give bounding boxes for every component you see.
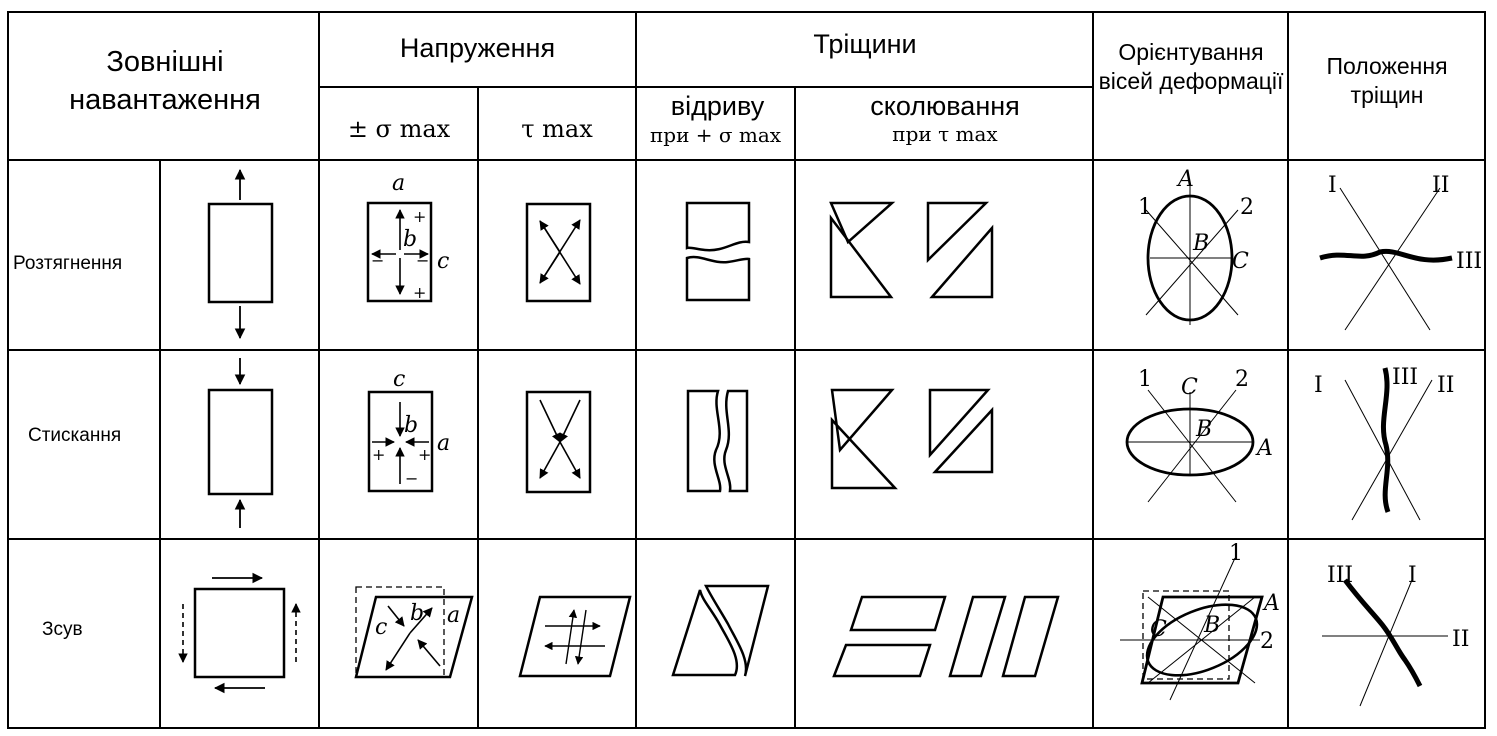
- label-I: I: [1328, 173, 1337, 198]
- label-I: I: [1314, 373, 1323, 398]
- stress-tau-tension: [527, 204, 590, 301]
- label-plus: +: [418, 445, 432, 464]
- label-plus: +: [413, 207, 427, 226]
- label-C: C: [1232, 249, 1249, 274]
- label-a: a: [392, 171, 406, 196]
- label-III: III: [1392, 365, 1419, 390]
- deformation-axes-shear: [1120, 558, 1267, 700]
- label-C: C: [1181, 375, 1198, 400]
- load-compression-diagram: [209, 358, 272, 528]
- crack-position-shear-labels: [1327, 563, 1469, 652]
- header-stresses: Напруження: [399, 33, 556, 63]
- crack-shear-shear: [834, 597, 1058, 676]
- label-plus: +: [413, 283, 427, 302]
- load-shear-diagram: [183, 578, 296, 688]
- label-a: a: [447, 603, 461, 628]
- crack-separation-tension: [687, 203, 749, 300]
- header-orientation: Орієнтування вісей деформації: [1098, 39, 1284, 95]
- label-III: III: [1456, 249, 1483, 274]
- label-c: c: [393, 367, 406, 392]
- load-tension-diagram: [209, 170, 272, 338]
- stress-sigma-tension-labels: [371, 171, 449, 302]
- header-shear: сколювання: [870, 91, 1020, 121]
- header-separation: відриву: [670, 91, 765, 121]
- label-1: 1: [1138, 367, 1152, 392]
- label-2: 2: [1240, 195, 1254, 220]
- label-b: b: [404, 413, 419, 438]
- label-a: a: [437, 431, 451, 456]
- header-separation-sub: при + σ max: [649, 123, 782, 147]
- label-II: II: [1437, 373, 1455, 398]
- label-plus: +: [372, 445, 386, 464]
- crack-shear-tension: [831, 203, 992, 297]
- label-III: III: [1327, 563, 1354, 588]
- crack-position-tension: [1320, 188, 1452, 330]
- header-sigma-max: ± σ max: [347, 115, 451, 143]
- crack-position-compression: [1345, 368, 1432, 520]
- crack-shear-compression: [832, 390, 992, 488]
- row-label-compression: Стискання: [28, 425, 122, 446]
- stress-tau-shear: [520, 597, 630, 676]
- label-A: A: [1264, 591, 1280, 616]
- label-C: C: [1150, 617, 1167, 642]
- label-II: II: [1432, 173, 1450, 198]
- label-1: 1: [1138, 195, 1152, 220]
- label-2: 2: [1260, 629, 1274, 654]
- header-shear-sub: при τ max: [892, 122, 998, 146]
- label-II: II: [1452, 627, 1470, 652]
- row-label-tension: Розтягнення: [13, 253, 123, 274]
- stress-sigma-compression: [369, 392, 432, 491]
- header-tau-max: τ max: [521, 115, 593, 143]
- crack-separation-shear: [673, 586, 768, 676]
- label-2: 2: [1235, 367, 1249, 392]
- crack-position-tension-labels: [1328, 173, 1482, 274]
- deformation-axes-tension: [1146, 186, 1238, 325]
- label-c: c: [437, 249, 450, 274]
- header-external-loads: Зовнішні навантаження: [69, 46, 261, 116]
- label-A: A: [1178, 167, 1194, 192]
- label-1: 1: [1229, 541, 1243, 566]
- label-B: B: [1204, 613, 1221, 638]
- label-minus: −: [405, 469, 419, 488]
- label-b: b: [403, 227, 418, 252]
- label-I: I: [1408, 563, 1417, 588]
- label-B: B: [1196, 417, 1213, 442]
- header-crack-position: Положення тріщин: [1326, 53, 1448, 108]
- label-c: c: [375, 615, 388, 640]
- deformation-axes-compression: [1127, 390, 1253, 502]
- label-A: A: [1257, 436, 1273, 461]
- header-cracks: Тріщини: [813, 29, 917, 59]
- label-minus: −: [371, 251, 385, 270]
- stress-sigma-compression-labels: [372, 367, 450, 488]
- label-B: B: [1193, 231, 1210, 256]
- crack-separation-compression: [688, 391, 747, 491]
- row-label-shear: Зсув: [42, 619, 83, 640]
- stress-tau-compression: [527, 392, 590, 492]
- crack-position-shear: [1322, 580, 1448, 706]
- label-b: b: [410, 601, 425, 626]
- label-minus: −: [416, 251, 430, 270]
